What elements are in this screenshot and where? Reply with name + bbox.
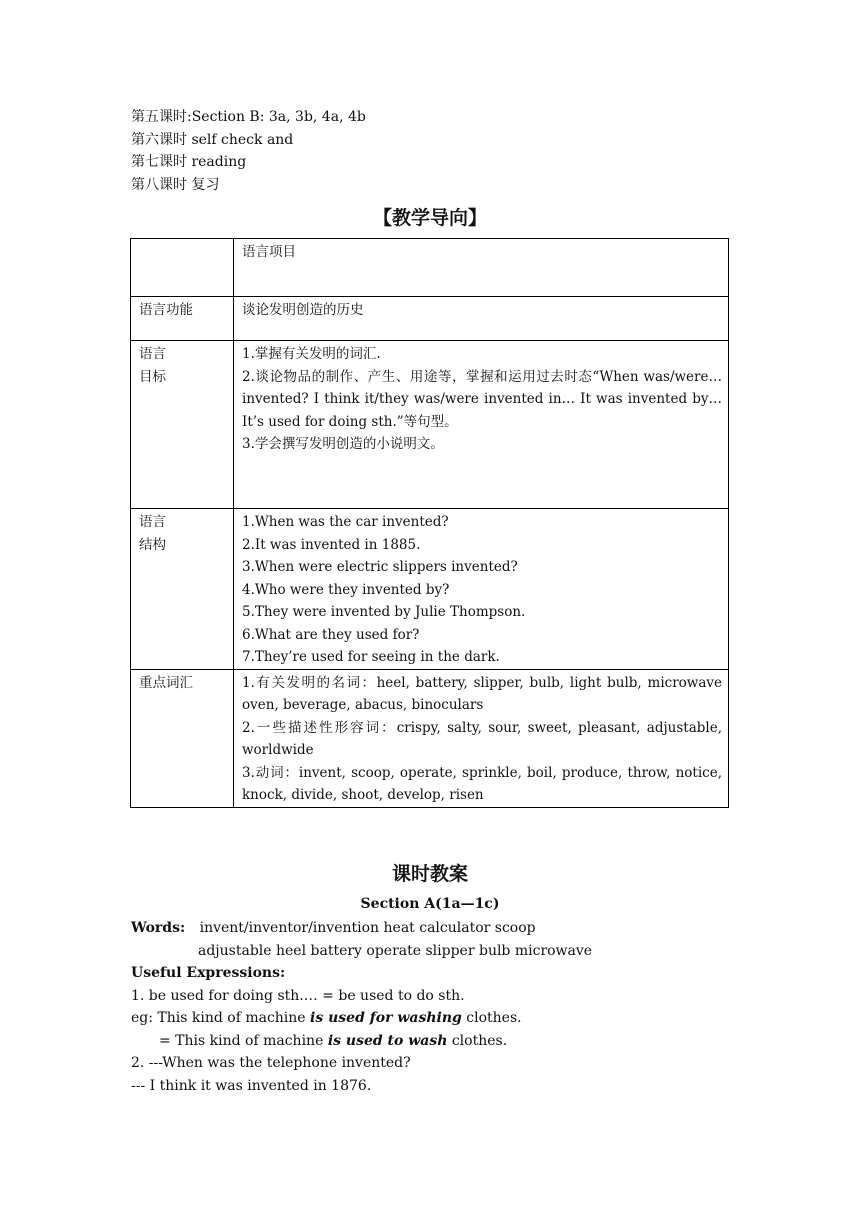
vocabulary-content-cell [234, 669, 729, 807]
goal-item: 3.学会撰写发明创造的小说明文。 [242, 436, 444, 452]
header-label-cell [131, 239, 234, 297]
expression-item: 2. ---When was the telephone invented? [131, 1055, 411, 1071]
schedule-line-5: 第五课时:Section B: 3a, 3b, 4a, 4b [131, 109, 366, 125]
structures-label-cell [131, 509, 234, 670]
example-text: eg: This kind of machine [131, 1010, 311, 1026]
goals-content-cell [234, 341, 729, 509]
goal-item: 1.掌握有关发明的词汇. [242, 346, 381, 362]
example-emphasis: is used to wash [327, 1032, 448, 1049]
structure-item: 6.What are they used for? [242, 626, 420, 643]
header-content-cell: 语言项目 [234, 239, 729, 297]
words-list-continued: adjustable heel battery operate slipper bulb microwave [198, 942, 593, 959]
table-row [131, 509, 729, 670]
structure-item: 7.They’re used for seeing in the dark. [242, 649, 500, 665]
schedule-line-8: 第八课时 复习 [131, 176, 220, 193]
structures-label-line: 结构 [139, 536, 166, 553]
structure-item: 2.It was invented in 1885. [242, 536, 421, 553]
table-row [131, 239, 729, 297]
structure-item: 3.When were electric slippers invented? [242, 559, 518, 575]
lesson-notes [131, 917, 592, 1097]
structure-item: 1.When was the car invented? [242, 514, 449, 530]
words-line [131, 917, 592, 940]
expressions-label: Useful Expressions: [131, 965, 286, 981]
vocabulary-item: 1.有关发明的名词：heel, battery, slipper, bulb, light bulb, microwave oven, beverage, abacus, binoculars [242, 674, 722, 713]
example-text: clothes. [461, 1010, 522, 1026]
structures-content-cell [234, 509, 729, 670]
expression-item: 1. be used for doing sth.… = be used to do sth. [131, 987, 465, 1004]
structure-item: 4.Who were they invented by? [242, 581, 450, 598]
example-line [131, 1030, 592, 1053]
lesson-plan-heading: 课时教案 [391, 863, 468, 885]
vocabulary-item: 2.一些描述性形容词：crispy, salty, sour, sweet, pleasant, adjustable, worldwide [242, 719, 722, 758]
example-text: = This kind of machine [159, 1032, 328, 1049]
goals-label-cell [131, 341, 234, 509]
example-line [131, 1007, 592, 1030]
structures-label-line: 语言 [139, 514, 166, 530]
vocabulary-label-cell: 重点词汇 [131, 669, 234, 807]
schedule-line-7: 第七课时 reading [131, 154, 247, 170]
table-row [131, 669, 729, 807]
words-label: Words: [131, 920, 186, 936]
example-emphasis: is used for washing [310, 1010, 462, 1026]
table-row [131, 297, 729, 341]
example-text: clothes. [447, 1032, 508, 1049]
words-list: invent/inventor/invention heat calculator scoop [199, 920, 536, 936]
goal-item: 2.谈论物品的制作、产生、用途等，掌握和运用过去时态“When was/were…invented? I think it/they was/were invented in… It was invented by…It’s used for doing sth.”等句型。 [242, 368, 722, 430]
lesson-schedule [131, 106, 366, 196]
function-label-cell: 语言功能 [131, 297, 234, 341]
function-content-cell: 谈论发明创造的历史 [234, 297, 729, 341]
guide-heading: 【教学导向】 [372, 207, 487, 229]
expression-answer: --- I think it was invented in 1876. [131, 1077, 372, 1094]
section-heading: Section A(1a—1c) [360, 896, 500, 912]
goals-label-line: 语言 [139, 346, 166, 362]
teaching-guide-table [130, 238, 729, 808]
goals-label-line: 目标 [139, 368, 166, 385]
structure-item: 5.They were invented by Julie Thompson. [242, 604, 526, 620]
schedule-line-6: 第六课时 self check and [131, 131, 294, 148]
vocabulary-item: 3.动词：invent, scoop, operate, sprinkle, boil, produce, throw, notice, knock, divide, shoot, develop, risen [242, 764, 722, 803]
table-row [131, 341, 729, 509]
